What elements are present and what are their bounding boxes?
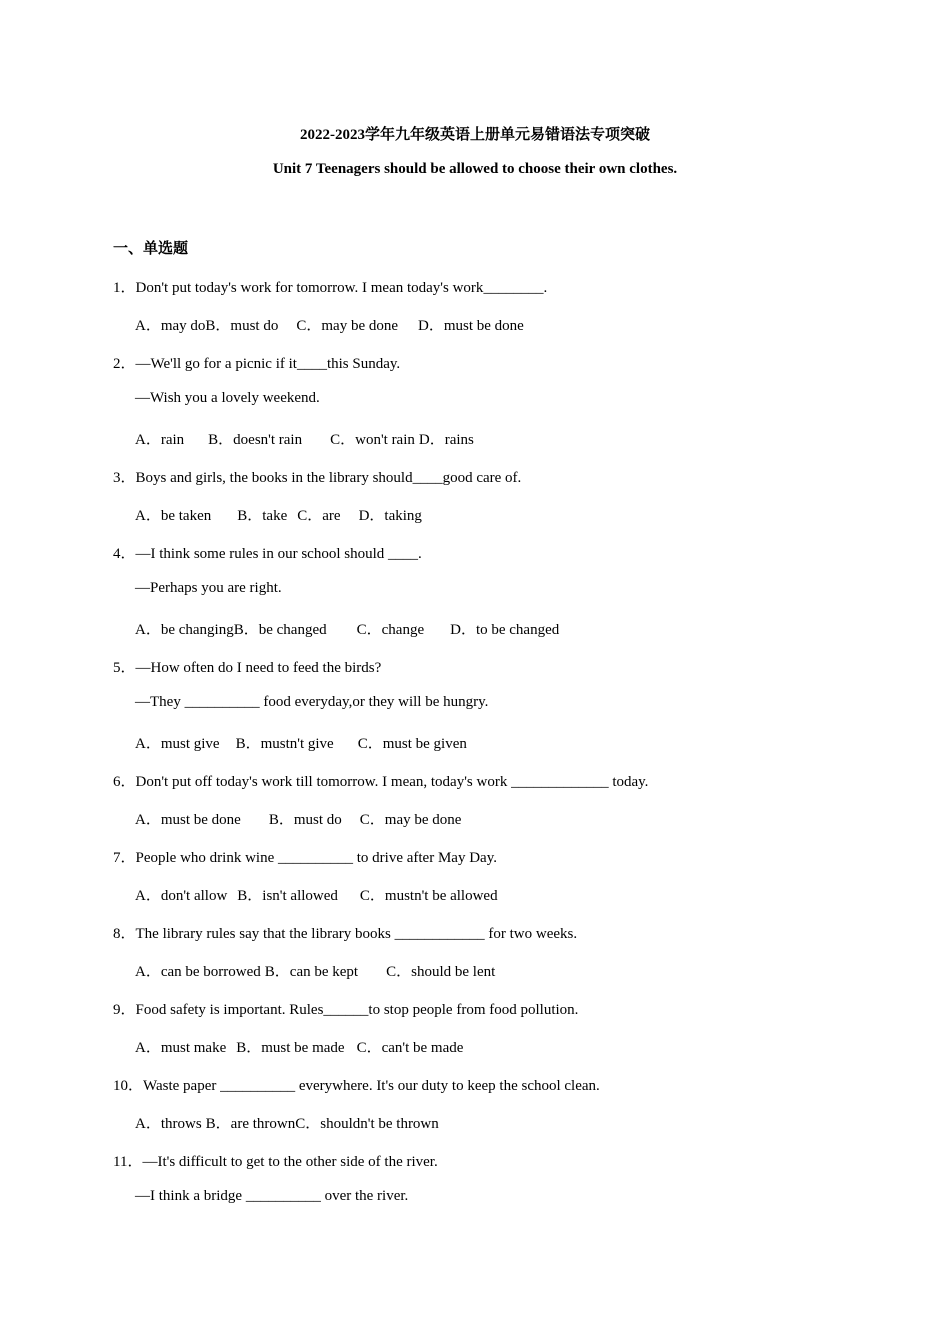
option-b[interactable]: B．be changed — [233, 622, 327, 638]
question-4: 4．—I think some rules in our school should ____. — [113, 546, 422, 562]
option-b[interactable]: B．are thrown — [205, 1116, 296, 1132]
option-c[interactable]: C．shouldn't be thrown — [295, 1116, 439, 1132]
option-c[interactable]: C．can't be made — [356, 1040, 464, 1056]
option-d[interactable]: D．rains — [418, 432, 474, 448]
option-b[interactable]: B．doesn't rain — [208, 432, 303, 448]
answer-blank: _____________ — [511, 774, 609, 790]
answer-blank: __________ — [184, 694, 260, 710]
question-5-options — [135, 732, 467, 753]
answer-blank: __________ — [278, 850, 353, 866]
option-c[interactable]: C．change — [356, 622, 425, 638]
question-10: 10．Waste paper __________ everywhere. It's our duty to keep the school clean. — [113, 1078, 600, 1094]
option-b[interactable]: B．must do — [268, 812, 342, 828]
question-9-options — [135, 1036, 463, 1057]
question-4-reply: —Perhaps you are right. — [135, 580, 282, 596]
question-11: 11．—It's difficult to get to the other side of the river. — [113, 1154, 438, 1170]
page-title: 2022-2023学年九年级英语上册单元易错语法专项突破 — [300, 127, 650, 143]
option-b[interactable]: B．take — [237, 508, 288, 524]
page-subtitle: Unit 7 Teenagers should be allowed to choose their own clothes. — [272, 161, 678, 177]
option-a[interactable]: A．must give — [135, 736, 220, 752]
section-heading: 一、单选题 — [113, 241, 189, 257]
option-a[interactable]: A．must make — [135, 1040, 227, 1056]
question-11-reply: —I think a bridge __________ over the river. — [135, 1188, 409, 1204]
option-b[interactable]: B．isn't allowed — [237, 888, 338, 904]
option-d[interactable]: D．to be changed — [450, 622, 560, 638]
question-10-options — [135, 1112, 439, 1133]
option-a[interactable]: A．be taken — [135, 508, 212, 524]
option-b[interactable]: B．must be made — [236, 1040, 345, 1056]
question-4-options — [135, 618, 559, 639]
answer-blank: ____ — [296, 356, 327, 372]
question-8: 8．The library rules say that the library books ____________ for two weeks. — [113, 926, 578, 942]
question-3-options — [135, 504, 422, 525]
option-a[interactable]: A．don't allow — [135, 888, 228, 904]
question-1-options — [135, 314, 524, 335]
answer-blank: ____ — [412, 470, 443, 486]
answer-blank: ______ — [323, 1002, 369, 1018]
question-8-options — [135, 960, 495, 981]
option-a[interactable]: A．be changing — [135, 622, 234, 638]
option-b[interactable]: B．must do — [205, 318, 279, 334]
question-6: 6．Don't put off today's work till tomorrow. I mean, today's work _____________ today. — [113, 774, 649, 790]
question-7-options — [135, 884, 498, 905]
option-b[interactable]: B．mustn't give — [235, 736, 334, 752]
option-c[interactable]: C．mustn't be allowed — [359, 888, 498, 904]
question-3: 3．Boys and girls, the books in the library should____good care of. — [113, 470, 522, 486]
option-a[interactable]: A．throws — [135, 1116, 202, 1132]
answer-blank: __________ — [245, 1188, 321, 1204]
question-2: 2．—We'll go for a picnic if it____this Sunday. — [113, 356, 401, 372]
question-7: 7．People who drink wine __________ to drive after May Day. — [113, 850, 497, 866]
question-2-reply: —Wish you a lovely weekend. — [135, 390, 320, 406]
answer-blank: __________ — [220, 1078, 296, 1094]
question-2-options — [135, 428, 474, 449]
option-c[interactable]: C．must be given — [357, 736, 467, 752]
question-5: 5．—How often do I need to feed the birds? — [113, 660, 382, 676]
question-9: 9．Food safety is important. Rules______to stop people from food pollution. — [113, 1002, 579, 1018]
option-a[interactable]: A．may do — [135, 318, 206, 334]
option-b[interactable]: B．can be kept — [264, 964, 359, 980]
option-a[interactable]: A．rain — [135, 432, 185, 448]
option-d[interactable]: D．must be done — [418, 318, 524, 334]
question-6-options — [135, 808, 461, 829]
option-a[interactable]: A．must be done — [135, 812, 241, 828]
option-d[interactable]: D．taking — [358, 508, 422, 524]
option-a[interactable]: A．can be borrowed — [135, 964, 261, 980]
option-c[interactable]: C．may be done — [359, 812, 462, 828]
option-c[interactable]: C．are — [297, 508, 341, 524]
question-5-reply: —They __________ food everyday,or they will be hungry. — [135, 694, 489, 710]
option-c[interactable]: C．won't rain — [330, 432, 415, 448]
option-c[interactable]: C．may be done — [296, 318, 399, 334]
answer-blank: ____ — [388, 546, 418, 562]
answer-blank: ____________ — [394, 926, 485, 942]
question-1: 1．Don't put today's work for tomorrow. I mean today's work________. — [113, 280, 548, 296]
option-c[interactable]: C．should be lent — [386, 964, 496, 980]
answer-blank: ________ — [483, 280, 544, 296]
